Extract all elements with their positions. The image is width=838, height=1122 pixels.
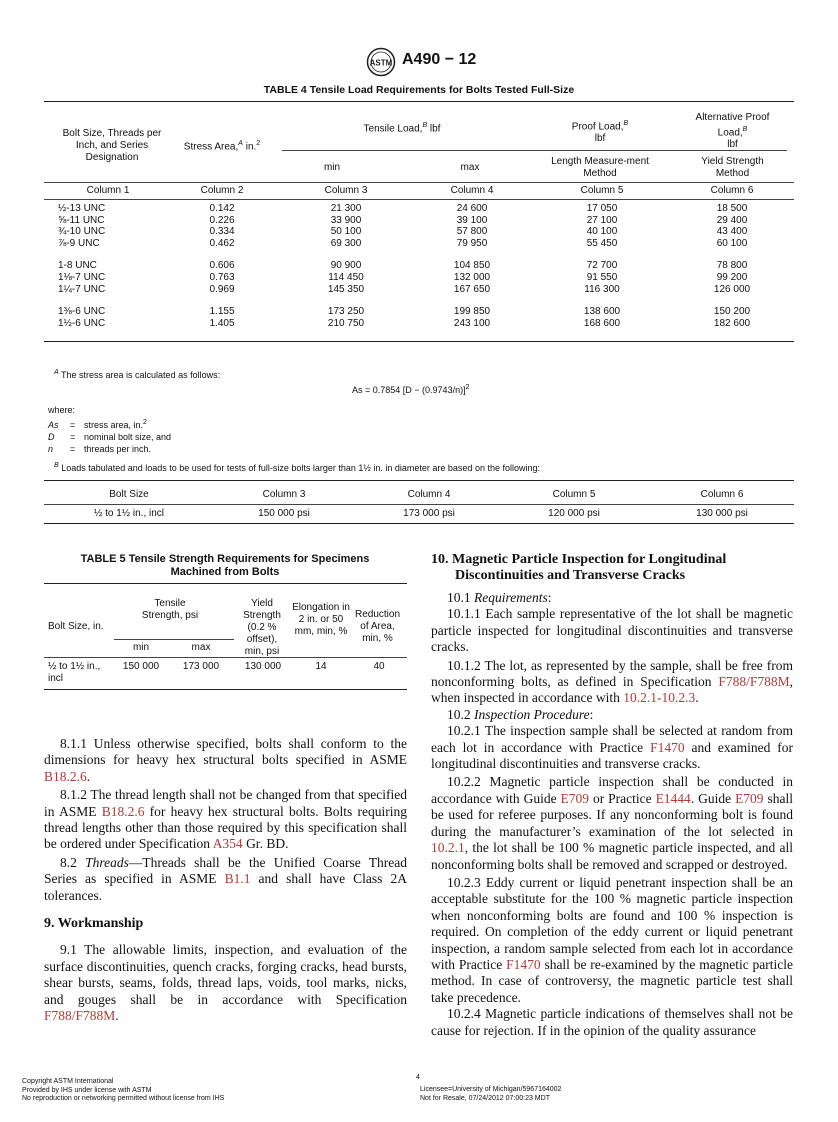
table4-row — [44, 318, 794, 330]
where-defs — [48, 417, 171, 455]
table4-cell: 168 600 — [583, 317, 621, 329]
table4-cell: 210 750 — [327, 317, 365, 329]
table5-col-reduction: Reduction of Area, min, % — [354, 609, 401, 644]
table4-cell: 1.405 — [209, 317, 235, 329]
section-10-heading: 10. Magnetic Particle Inspection for Longitudinal Discontinuities and Transverse Cracks — [431, 552, 727, 583]
link-10-2-1[interactable]: 10.2.1-10.2.3 — [623, 690, 696, 706]
column-label: Column 1 — [86, 185, 130, 196]
table4-cell: 1-8 UNC — [58, 260, 97, 272]
column-label: Column 2 — [200, 185, 244, 196]
table5-col-elong: Elongation in 2 in. or 50 mm, min, % — [292, 602, 350, 637]
table4-col-stress-area: Stress Area,$^A$ in.$^2$ — [183, 140, 261, 153]
table4-cell: 1½-6 UNC — [58, 317, 106, 329]
table4-cell: 78 800 — [716, 260, 748, 272]
table4-row — [44, 284, 794, 296]
table4-cell: 138 600 — [583, 306, 621, 318]
table4-cell: 150 200 — [713, 306, 751, 318]
where-def: n = threads per inch. — [48, 444, 152, 454]
table4-col-alt-proof: Alternative Proof Load,$^B$ lbf — [695, 112, 770, 151]
footnote-a: $^A$ The stress area is calculated as follows: — [54, 369, 221, 380]
link-e709[interactable]: E709 — [735, 790, 764, 806]
section-9-heading: 9. Workmanship — [44, 916, 144, 932]
para-10-2-4: 10.2.4 Magnetic particle indications of themselves shall not be cause for rejection. If in the opinion of the quality assurance — [431, 1006, 793, 1038]
table5-col-min: min — [132, 642, 150, 653]
table4-row — [44, 306, 794, 318]
table5-col-yield: Yield Strength (0.2 % offset), min, psi — [243, 598, 281, 657]
link-10-2-1[interactable]: 10.2.1 — [431, 840, 465, 856]
table4-cell: ½-13 UNC — [58, 203, 106, 214]
column-label: Column 3 — [324, 185, 368, 196]
table4-cell: 1.155 — [209, 306, 235, 318]
table4-col-length-method: Length Measure-ment Method — [551, 156, 649, 179]
table4-cell: 104 850 — [453, 260, 491, 272]
table4-cell: 91 550 — [586, 272, 618, 283]
para-10-1-2: 10.1.2 The lot, as represented by the sample, shall be free from nonconforming bolts, as defined in Specification F788/F788M, when inspected in accordance with 10.2.1-10.2.3. — [431, 657, 793, 706]
column-label: Column 6 — [710, 185, 754, 196]
table4-col-bolt-size-label: Bolt Size, Threads per Inch, and Series Designation — [62, 128, 162, 163]
table4-row — [44, 260, 794, 272]
table5-col-bolt: Bolt Size, in. — [48, 621, 104, 632]
table4-cell: 33 900 — [330, 214, 362, 226]
table4-cell: ⅞-9 UNC — [58, 237, 100, 249]
table4-cell: 0.606 — [209, 260, 235, 272]
table4-cell: 182 600 — [713, 317, 751, 329]
right-column — [431, 552, 793, 1039]
para-10-2: 10.2 Inspection Procedure: — [447, 706, 594, 722]
para-8-1-1: 8.1.1 Unless otherwise specified, bolts shall conform to the dimensions for heavy hex structural bolts specified in ASME B18.2.6. — [44, 736, 407, 784]
table4-cell: 1⅜-6 UNC — [58, 306, 106, 318]
table5-title: TABLE 5 Tensile Strength Requirements for Specimens Machined from Bolts — [80, 553, 370, 578]
where-label: where: — [48, 405, 76, 415]
table4-cell: 0.763 — [209, 272, 235, 283]
para-10-1: 10.1 Requirements: — [447, 590, 552, 605]
table4-cell: 69 300 — [330, 237, 362, 249]
table4-cell: 60 100 — [716, 237, 748, 249]
doc-id: A490 − 12 — [402, 51, 477, 68]
table5-col-tensile: Tensile Strength, psi — [141, 598, 199, 621]
table4-cell: 114 450 — [328, 272, 364, 283]
link-a354[interactable]: A354 — [212, 836, 243, 852]
astm-logo — [366, 47, 396, 77]
para-10-1-1: 10.1.1 Each sample representative of the lot shall be magnetic particle inspected for longitudinal discontinuities and transverse cracks. — [431, 606, 793, 655]
stress-area-formula: As = 0.7854 $[D - (0.9743/n)]^2$ — [352, 384, 470, 395]
table4-row — [44, 226, 794, 238]
where-def: As = stress area, in.$^2$ — [48, 419, 147, 430]
footnote-a-ref: A — [238, 140, 243, 147]
link-b18-2-6[interactable]: B18.2.6 — [101, 803, 145, 819]
footer-right: Licensee=University of Michigan/5967164002 Not for Resale, 07/24/2012 07:00:23 MDT — [420, 1086, 562, 1102]
table4-cell: 39 100 — [456, 214, 488, 226]
table4-cell: 199 850 — [453, 306, 491, 318]
table4-cell: 50 100 — [330, 226, 362, 238]
table4-cell: 0.226 — [209, 214, 235, 226]
table4-cell: 79 950 — [456, 237, 488, 249]
table4-row — [44, 272, 794, 284]
table4-col-min: min — [323, 162, 341, 173]
para-10-2-2: 10.2.2 Magnetic particle inspection shall be conducted in accordance with Guide E709 or Practice E1444. Guide E709 shall be used for referee purposes. If any nonconforming bolt is found during the manufacturer’s examination of the lot selected in 10.2.1, the lot shall be 100 % magnetic particle inspected, and all nonconforming bolts shall be removed and scrapped or destroyed. — [431, 774, 793, 872]
column-label: Column 5 — [580, 185, 624, 196]
link-e1444[interactable]: E1444 — [655, 790, 691, 806]
table4-cell: 57 800 — [456, 226, 488, 238]
table4-cell: 40 100 — [586, 226, 618, 238]
table4-cell: 173 250 — [327, 306, 365, 318]
table4-cell: 0.142 — [209, 203, 235, 214]
table4-title: TABLE 4 Tensile Load Requirements for Bolts Tested Full-Size — [263, 84, 575, 96]
table4-cell: 18 500 — [716, 203, 748, 214]
table4-col-yield-method: Yield Strength Method — [701, 156, 764, 179]
table4-row — [44, 203, 794, 215]
table4-cell: 99 200 — [716, 272, 748, 283]
link-f788[interactable]: F788/F788M — [718, 674, 790, 690]
link-f1470[interactable]: F1470 — [506, 956, 541, 972]
para-8-1-2: 8.1.2 The thread length shall not be changed from that specified in ASME B18.2.6 for heavy hex structural bolts. Bolts requiring thread lengths other than those required by this specification shall be ordered under Specification A354 Gr. BD. — [44, 787, 407, 852]
table4-cell: 72 700 — [586, 260, 618, 272]
table4-cell: 27 100 — [586, 214, 618, 226]
table4-cell: 21 300 — [330, 203, 362, 214]
table4-cell: 55 450 — [586, 237, 618, 249]
table4-cell: 0.334 — [209, 226, 235, 238]
para-10-2-3: 10.2.3 Eddy current or liquid penetrant inspection shall be an acceptable substitute for the 100 % magnetic particle inspection when nonconforming bolts are found and 100 % inspection is required. On completion of the eddy current or liquid penetrant inspection, a random sample selected from each lot in accordance with Practice F1470 shall be re-examined by the magnetic particle method. In case of controversy, the magnetic particle test shall take precedence. — [431, 874, 793, 1005]
where-def: D = nominal bolt size, and — [48, 432, 172, 442]
table4-cell: 145 350 — [327, 283, 365, 295]
table5-col-max: max — [191, 642, 211, 653]
table4-cell: 167 650 — [453, 283, 491, 295]
table4-cell: ¾-10 UNC — [58, 226, 106, 238]
footnote-b: $^B$ Loads tabulated and loads to be used for tests of full-size bolts larger than 1½ in. in diameter are based on the following: — [54, 462, 540, 473]
para-10-2-1: 10.2.1 The inspection sample shall be selected at random from each lot in accordance with Practice F1470 and examined for longitudinal discontinuities and transverse cracks. — [431, 723, 793, 772]
table4-cell: 132 000 — [453, 272, 491, 283]
table4-cell: 43 400 — [716, 226, 748, 238]
table4-row — [44, 238, 794, 250]
table4-col-tensile-load: Tensile Load,$^B$ lbf — [363, 122, 441, 135]
para-9-1: 9.1 The allowable limits, inspection, and evaluation of the surface discontinuities, quench cracks, forging cracks, head bursts, shear bursts, seams, folds, thread laps, voids, tool marks, nicks, and gouges shall be in accordance with Specification F788/F788M. — [44, 942, 407, 1024]
table4-col-bolt-size — [52, 128, 172, 164]
link-b18-2-6[interactable]: B18.2.6 — [44, 768, 87, 784]
table4-cell: 0.462 — [209, 237, 235, 249]
table4-col-max: max — [460, 162, 480, 173]
table4-cell: 116 300 — [584, 283, 620, 295]
link-f1470[interactable]: F1470 — [650, 739, 685, 755]
column-label: Column 4 — [450, 185, 494, 196]
footer-left: Copyright ASTM International Provided by IHS under license with ASTM No reproduction or networking permitted without license from IHS — [22, 1078, 225, 1102]
table4-row — [44, 215, 794, 227]
link-f788[interactable]: F788/F788M — [44, 1008, 116, 1024]
link-e709[interactable]: E709 — [560, 790, 590, 806]
page-number: 4 — [416, 1074, 420, 1081]
left-column — [44, 736, 407, 1025]
table4-cell: 1¼-7 UNC — [58, 283, 106, 295]
link-b1-1[interactable]: B1.1 — [224, 871, 251, 887]
table4-cell: 0.969 — [209, 283, 235, 295]
table4-cell: 24 600 — [456, 203, 488, 214]
para-8-2: 8.2 Threads—Threads shall be the Unified Coarse Thread Series as specified in ASME B1.1 and shall have Class 2A tolerances. — [44, 854, 408, 903]
astm-logo-text: ASTM — [369, 58, 393, 68]
table4-cell: 17 050 — [586, 203, 618, 214]
table4-col-proof-load: Proof Load,$^B$ lbf — [571, 120, 629, 145]
table4-cell: ⅝-11 UNC — [58, 214, 105, 226]
table4-cell: 90 900 — [330, 260, 362, 272]
table4-cell: 243 100 — [453, 317, 491, 329]
table4-cell: 126 000 — [713, 283, 751, 295]
table4-cell: 1⅛-7 UNC — [58, 272, 106, 283]
table4-cell: 29 400 — [716, 214, 748, 226]
